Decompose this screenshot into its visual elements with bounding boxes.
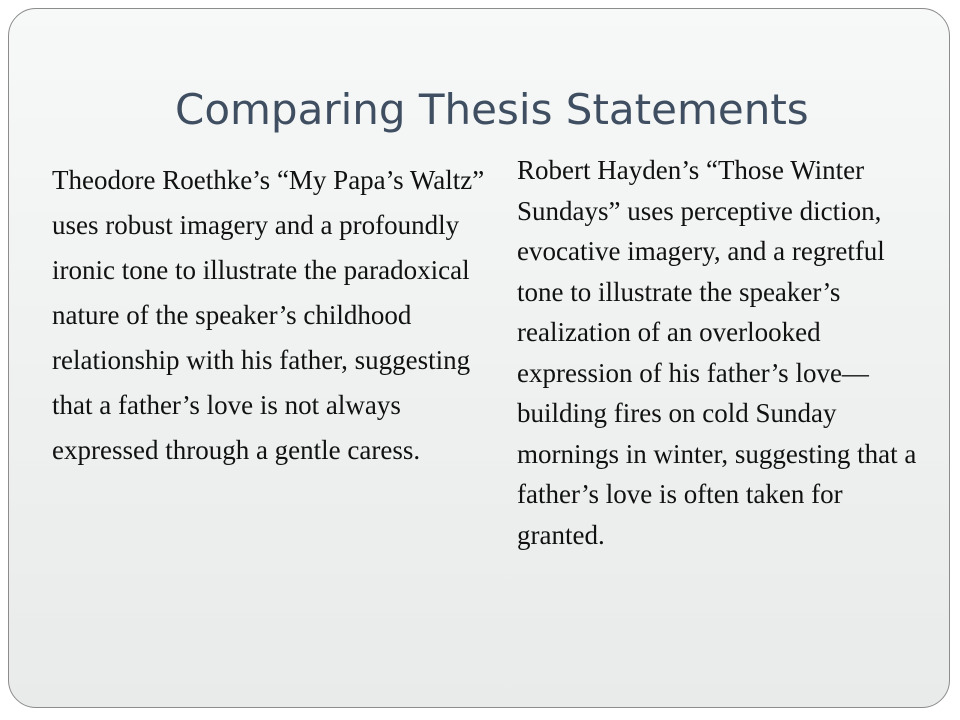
hayden-thesis-text: Robert Hayden’s “Those Winter Sundays” uses perceptive diction, evocative imagery, and a regretful tone to illustrate the speaker’s realization of an overlooked expression of his father’s love—building fires on cold Sunday mornings in winter, suggesting that a father’s love is often taken for granted. [517, 155, 917, 550]
slide-title: Comparing Thesis Statements [175, 85, 809, 134]
roethke-thesis-text: Theodore Roethke’s “My Papa’s Waltz” uses robust imagery and a profoundly ironic tone to illustrate the paradoxical nature of the speaker’s childhood relationship with his father, suggesting that a father’s love is not always expressed through a gentle caress. [52, 165, 485, 465]
